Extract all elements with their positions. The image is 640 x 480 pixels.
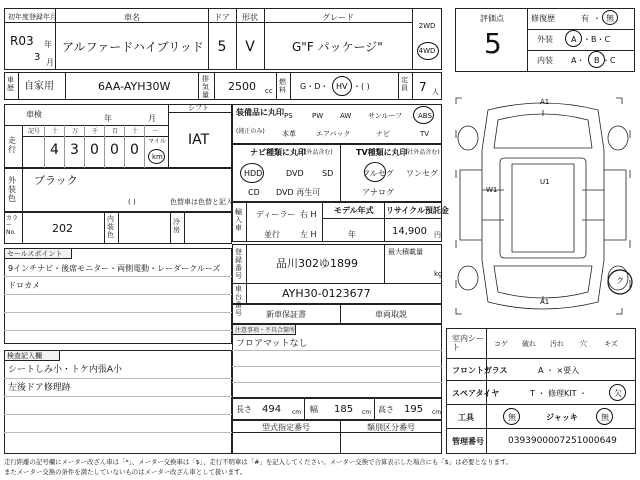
length-unit: cm <box>292 409 302 416</box>
diagram-a1-top: A1 <box>540 98 550 106</box>
km-label: km <box>152 153 163 161</box>
inspection-year-label: 年 <box>104 114 112 123</box>
jack-value: 無 <box>601 413 609 422</box>
footer-line-2: またメーター交換の条件を満たしていないものはメーター改ざん車として扱います。 <box>4 468 247 476</box>
import-label: 輸入車 <box>235 208 242 232</box>
usage-row <box>4 72 442 100</box>
digit-value: 0 <box>130 142 139 158</box>
digit-value: 0 <box>110 142 119 158</box>
cc-unit: cc <box>265 87 273 95</box>
right-hand-label: 右 H <box>300 210 317 219</box>
tools-label: 工具 <box>458 413 474 422</box>
max-load-label: 最大積載量 <box>388 248 423 256</box>
cold-label: 冷房 <box>173 218 180 234</box>
digit-divider <box>144 125 145 168</box>
nav-note: (社外品含む) <box>298 149 333 156</box>
shift-value: IAT <box>188 132 210 148</box>
recycle-unit: 円 <box>434 231 441 239</box>
windshield-label: フロントガラス <box>452 366 508 375</box>
caution-line-1: フロアマットなし <box>236 339 308 349</box>
tv-analog: アナログ <box>362 188 394 197</box>
windshield-options: A ・ ×要入 <box>538 366 580 375</box>
equipment-item: AW <box>340 112 352 120</box>
seat-item: 破れ <box>522 340 536 348</box>
nav-hdd-circle <box>240 163 264 183</box>
car-name-label: 車名 <box>124 13 140 22</box>
km-circle <box>148 149 165 164</box>
usage-value: 自家用 <box>24 81 54 92</box>
tv-note: (社外品含む) <box>405 149 440 156</box>
nav-title: ナビ種類に丸印 <box>250 148 306 157</box>
capacity-value: 7 <box>419 80 427 94</box>
inspector-label: 検査記入欄 <box>7 352 42 360</box>
nav-dvd-play: DVD 再生可 <box>276 188 321 197</box>
exterior-rest: ・B・C <box>583 35 611 44</box>
mile-label: マイル <box>148 138 166 145</box>
fuel-hv-circle <box>332 76 352 96</box>
digit-header: 記号 <box>28 128 41 135</box>
equipment-item: 本革 <box>282 130 296 138</box>
height-value: 195 <box>404 404 424 415</box>
usage-label: 車歴 <box>7 76 14 92</box>
shift-label: シフト <box>188 104 209 112</box>
dealer-label: ディーラー <box>256 210 296 219</box>
digit-value: 0 <box>90 142 99 158</box>
new-warranty-label: 新車保証書 <box>266 310 306 319</box>
interior-b: B <box>594 56 600 65</box>
width-label: 幅 <box>310 405 318 414</box>
interior-label: 内装 <box>537 56 553 65</box>
exterior-color-note: 色替車は色替と記入 <box>170 198 233 206</box>
digit-header: 千 <box>92 128 99 135</box>
jack-label: ジャッキ <box>546 413 578 422</box>
car-name: アルファードハイブリッド <box>62 40 204 54</box>
doors: 5 <box>217 39 227 55</box>
tv-fullseg: フルセグ <box>362 169 394 178</box>
car-diagram <box>448 90 638 322</box>
sales-label: セールスポイント <box>7 250 63 258</box>
grade: G"F パッケージ" <box>292 40 383 54</box>
diagram-u1: U1 <box>540 178 550 186</box>
sales-line-1: 9インチナビ・後席モニター・両側電動・レーダークルーズ <box>8 264 221 273</box>
month: 3 <box>34 52 41 63</box>
fuel-after: ・( ) <box>353 82 370 91</box>
digit-header: 十 <box>52 128 59 135</box>
nav-dvd: DVD <box>286 169 304 178</box>
repair-dot: ・ <box>593 14 601 23</box>
digit-header: 一 <box>152 128 159 135</box>
spare-none: 欠 <box>614 389 622 398</box>
height-label: 高さ <box>378 405 394 414</box>
seat-item: 穴 <box>580 340 587 348</box>
diagram-w1: W1 <box>486 186 498 194</box>
4wd-circle <box>417 42 439 60</box>
tv-oneseg: ワンセグ <box>406 169 438 178</box>
equipment-item: PS <box>284 112 293 120</box>
equipment-item: ABS <box>418 112 432 120</box>
digit-divider <box>64 125 65 168</box>
recycle-value: 14,900 <box>392 226 427 237</box>
interior-color-label: 内装色 <box>107 215 114 239</box>
width-unit: cm <box>362 409 372 416</box>
fuel-label: 燃料 <box>279 78 286 94</box>
year-suffix: 年 <box>44 40 52 49</box>
repair-none: 無 <box>606 14 614 23</box>
digit-divider <box>104 125 105 168</box>
fuel-options: G・D・ <box>300 82 329 91</box>
mgmt-value: 0393900007251000649 <box>508 436 617 446</box>
grade-label: グレード <box>322 13 354 22</box>
color-no-label: カラーNo. <box>6 215 19 236</box>
equipment-label: 装備品に丸印 <box>236 108 284 117</box>
length-label: 長さ <box>236 405 252 414</box>
interior-a: A・ <box>571 56 585 65</box>
inspection-label: 車検 <box>26 110 42 119</box>
footer-line-1: 走行距離の記号欄にメーター改ざん車は「*」、メーター交換車は「$」、走行不明車は「#」を記入してください。メーター交換で合算表示した場合にも「$」は必要となります。 <box>4 458 513 466</box>
parallel-label: 並行 <box>264 230 280 239</box>
sales-line-2: ドロカメ <box>8 281 40 290</box>
height-unit: cm <box>432 409 442 416</box>
exterior-color: ブラック <box>34 174 78 187</box>
chassis-label: 車台番号 <box>235 285 242 317</box>
repair-none-circle <box>602 10 618 25</box>
digit-header: 万 <box>72 128 79 135</box>
equipment-item: ナビ <box>376 130 390 138</box>
inspector-line-2: 左後ドア修理跡 <box>8 383 71 393</box>
exterior-label: 外装 <box>537 35 553 44</box>
tools-circle <box>503 408 520 425</box>
shape: V <box>245 39 255 55</box>
model-year-unit: 年 <box>348 230 356 239</box>
4wd-label: 4WD <box>418 47 436 55</box>
manual-label: 車両取説 <box>375 310 407 319</box>
digit-header: 百 <box>112 128 119 135</box>
capacity-label: 定員 <box>401 76 408 92</box>
kg-unit: kg <box>434 270 443 278</box>
fuel-hv: HV <box>336 82 348 91</box>
month-suffix: 月 <box>46 58 54 67</box>
model-year-label: モデル年式 <box>334 206 374 215</box>
width-value: 185 <box>334 404 354 415</box>
caution-section <box>232 324 442 398</box>
door-label: ドア <box>214 13 230 22</box>
year-era: R03 <box>10 34 34 48</box>
recycle-label: リサイクル預託金 <box>386 206 449 215</box>
displacement-label: 排気量 <box>202 75 209 99</box>
repair-label: 修復歴 <box>531 14 555 23</box>
jack-circle <box>596 408 613 425</box>
digit-value: 3 <box>70 142 79 158</box>
running-label: 走行 <box>8 136 16 154</box>
diagram-ka: ク <box>616 276 624 285</box>
exterior-a: A <box>571 35 577 44</box>
tv-fullseg-circle <box>364 162 386 182</box>
equipment-item: TV <box>420 130 430 138</box>
exterior-color-paren: ( ) <box>128 198 136 206</box>
first-reg-label: 初年度登録年月 <box>8 13 57 21</box>
tv-title: TV種類に丸印 <box>356 148 408 157</box>
seat-label: 室内シート <box>452 334 484 352</box>
digit-value: 4 <box>50 142 59 158</box>
equipment-sublabel: (純正のみ) <box>236 128 265 135</box>
seat-item: キズ <box>604 340 618 348</box>
digit-divider <box>44 125 45 168</box>
exterior-color-label: 外装色 <box>8 176 16 203</box>
spare-label: スペアタイヤ <box>452 389 500 398</box>
abs-circle <box>413 106 434 124</box>
equipment-item: サンルーフ <box>368 112 403 120</box>
diagram-a1-bottom: A1 <box>540 298 550 306</box>
class-label: 類別区分番号 <box>367 423 415 432</box>
nav-hdd: HDD <box>244 169 263 178</box>
reg-label: 登録番号 <box>235 248 242 280</box>
spare-options: T ・ 修理KIT ・ <box>530 389 588 398</box>
left-hand-label: 左 H <box>300 230 317 239</box>
inspector-line-1: シートしみ小・トケ内張A小 <box>8 365 122 375</box>
digit-divider <box>84 125 85 168</box>
repair-yes: 有 <box>581 14 589 23</box>
length-value: 494 <box>262 404 282 415</box>
tools-value: 無 <box>508 413 516 422</box>
capacity-unit: 人 <box>432 88 439 96</box>
model-code: 6AA-AYH30W <box>98 80 171 93</box>
equipment-item: エアバック <box>316 130 351 138</box>
2wd-label: 2WD <box>418 22 436 30</box>
exterior-a-circle <box>565 30 582 47</box>
nav-sd: SD <box>322 169 334 178</box>
equipment-item: PW <box>312 112 324 120</box>
digit-header: 十 <box>132 128 139 135</box>
score-label: 評価点 <box>480 14 504 23</box>
mgmt-label: 管理番号 <box>452 437 484 446</box>
interior-rest: ・C <box>602 56 616 65</box>
chassis-number: AYH30-0123677 <box>282 287 371 300</box>
digit-divider <box>124 125 125 168</box>
seat-item: コゲ <box>494 340 508 348</box>
caution-label: 注意事項・不具合箇所 <box>235 327 296 334</box>
plate-number: 品川302ゆ1899 <box>276 257 358 270</box>
shape-label: 形状 <box>242 13 258 22</box>
seat-item: 汚れ <box>550 340 564 348</box>
inspection-month-label: 月 <box>148 114 156 123</box>
nav-cd: CD <box>248 188 260 197</box>
spare-none-circle <box>609 384 626 401</box>
displacement-value: 2500 <box>228 80 256 93</box>
type-label: 型式指定番号 <box>262 423 310 432</box>
score-value: 5 <box>484 27 502 60</box>
color-no: 202 <box>52 222 73 235</box>
